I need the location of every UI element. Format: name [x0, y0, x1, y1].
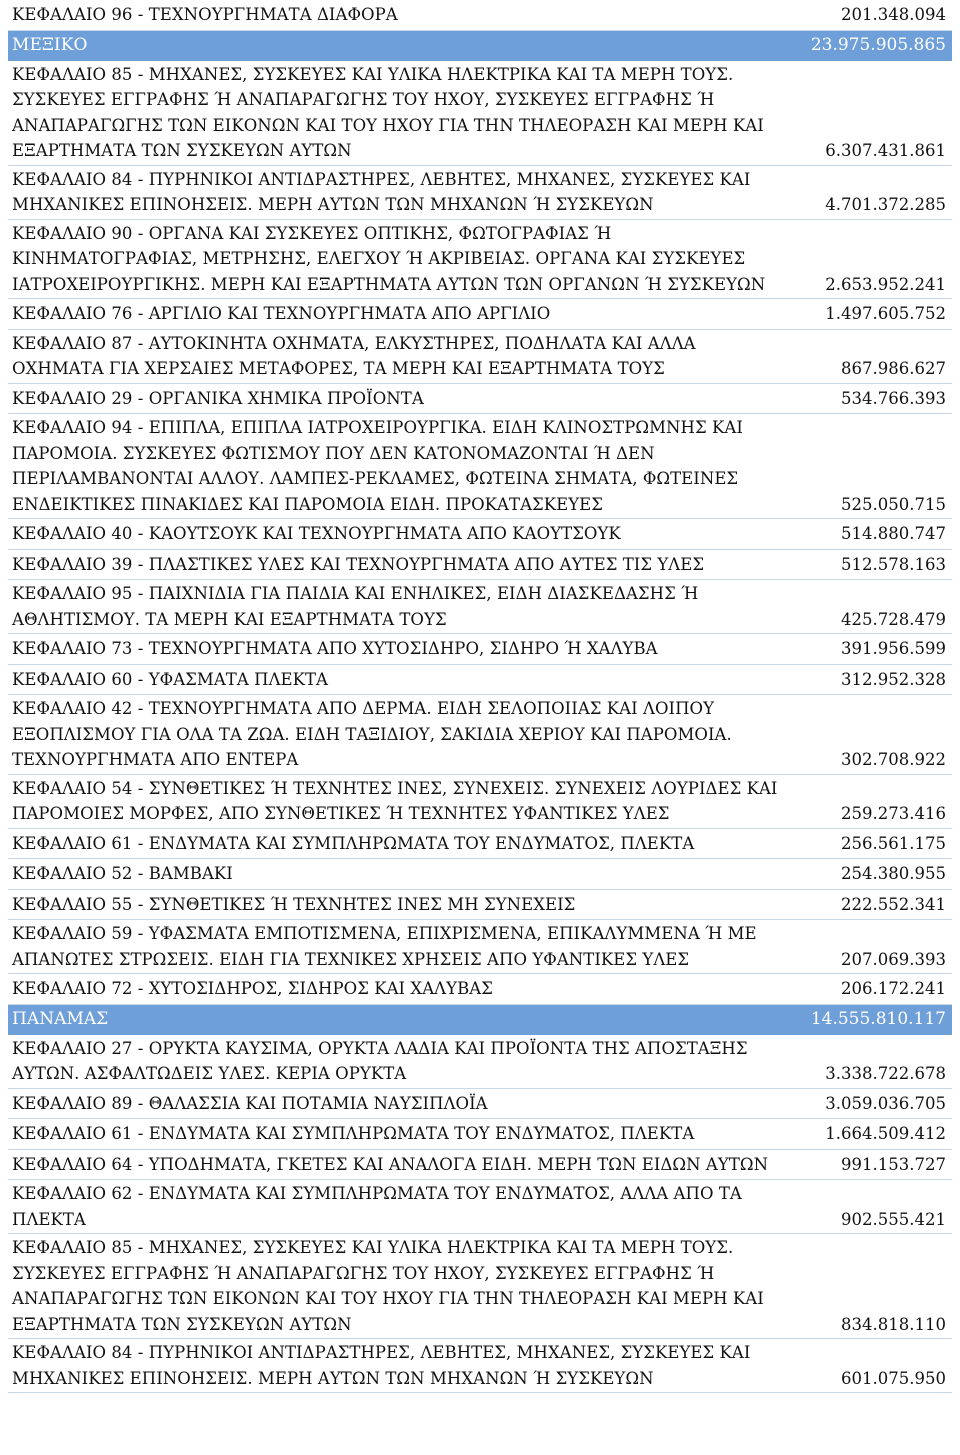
- chapter-row: [8, 974, 952, 1005]
- chapter-row: [8, 1035, 952, 1089]
- country-row: [8, 31, 952, 61]
- chapter-row: [8, 550, 952, 581]
- country-row: [8, 1005, 952, 1035]
- chapter-label: ΚΕΦΑΛΑΙΟ 76 - ΑΡΓΙΛΙΟ ΚΑΙ ΤΕΧΝΟΥΡΓΗΜΑΤΑ ΑΠΟ ΑΡΓΙΛΙΟ: [12, 304, 551, 323]
- chapter-label: ΚΕΦΑΛΑΙΟ 96 - ΤΕΧΝΟΥΡΓΗΜΑΤΑ ΔΙΑΦΟΡΑ: [12, 5, 398, 24]
- chapter-label: ΚΕΦΑΛΑΙΟ 94 - ΕΠΙΠΛΑ, ΕΠΙΠΛΑ ΙΑΤΡΟΧΕΙΡΟΥΡΓΙΚΑ. ΕΙΔΗ ΚΛΙΝΟΣΤΡΩΜΝΗΣ ΚΑΙ ΠΑΡΟΜΟΙΑ. ΣΥΣΚΕΥΕΣ ΦΩΤΙΣΜΟΥ ΠΟΥ ΔΕΝ ΚΑΤΟΝΟΜΑΖΟΝΤΑΙ Ή ΔΕΝ ΠΕΡΙΛΑΜΒΑΝΟΝΤΑΙ ΑΛΛΟΥ. ΛΑΜΠΕΣ-ΡΕΚΛΑΜΕΣ, ΦΩΤΕΙΝΑ ΣΗΜΑΤΑ, ΦΩΤΕΙΝΕΣ ΕΝΔΕΙΚΤΙΚΕΣ ΠΙΝΑΚΙΔΕΣ ΚΑΙ ΠΑΡΟΜΟΙΑ ΕΙΔΗ. ΠΡΟΚΑΤΑΣΚΕΥΕΣ: [12, 418, 743, 514]
- chapter-row: [8, 580, 952, 634]
- chapter-value: 525.050.715: [841, 494, 946, 514]
- chapter-value: 1.664.509.412: [825, 1124, 946, 1143]
- chapter-label: ΚΕΦΑΛΑΙΟ 55 - ΣΥΝΘΕΤΙΚΕΣ Ή ΤΕΧΝΗΤΕΣ ΙΝΕΣ ΜΗ ΣΥΝΕΧΕΙΣ: [12, 894, 576, 914]
- chapter-label: ΚΕΦΑΛΑΙΟ 52 - ΒΑΜΒΑΚΙ: [12, 864, 233, 883]
- chapter-value: 222.552.341: [841, 894, 946, 914]
- chapter-row: [8, 414, 952, 519]
- chapter-row: [8, 920, 952, 974]
- chapter-label: ΚΕΦΑΛΑΙΟ 89 - ΘΑΛΑΣΣΙΑ ΚΑΙ ΠΟΤΑΜΙΑ ΝΑΥΣΙΠΛΟΪΑ: [12, 1093, 488, 1113]
- chapter-label: ΚΕΦΑΛΑΙΟ 42 - ΤΕΧΝΟΥΡΓΗΜΑΤΑ ΑΠΟ ΔΕΡΜΑ. ΕΙΔΗ ΣΕΛΟΠΟΙΙΑΣ ΚΑΙ ΛΟΙΠΟΥ ΕΞΟΠΛΙΣΜΟΥ ΓΙΑ ΟΛΑ ΤΑ ΖΩΑ. ΕΙΔΗ ΤΑΞΙΔΙΟΥ, ΣΑΚΙΔΙΑ ΧΕΡΙΟΥ ΚΑΙ ΠΑΡΟΜΟΙΑ. ΤΕΧΝΟΥΡΓΗΜΑΤΑ ΑΠΟ ΕΝΤΕΡΑ: [12, 699, 732, 769]
- chapter-value: 312.952.328: [841, 669, 946, 689]
- chapter-value: 256.561.175: [841, 833, 946, 853]
- chapter-label: ΚΕΦΑΛΑΙΟ 73 - ΤΕΧΝΟΥΡΓΗΜΑΤΑ ΑΠΟ ΧΥΤΟΣΙΔΗΡΟ, ΣΙΔΗΡΟ Ή ΧΑΛΥΒΑ: [12, 639, 658, 658]
- country-name: ΠΑΝΑΜΑΣ: [12, 1008, 109, 1029]
- chapter-row: [8, 1180, 952, 1234]
- chapter-row: [8, 1234, 952, 1339]
- chapter-label: ΚΕΦΑΛΑΙΟ 39 - ΠΛΑΣΤΙΚΕΣ ΥΛΕΣ ΚΑΙ ΤΕΧΝΟΥΡΓΗΜΑΤΑ ΑΠΟ ΑΥΤΕΣ ΤΙΣ ΥΛΕΣ: [12, 554, 705, 574]
- chapter-value: 514.880.747: [841, 524, 946, 543]
- chapter-value: 991.153.727: [841, 1154, 946, 1174]
- chapter-value: 391.956.599: [841, 639, 946, 658]
- chapter-row: [8, 519, 952, 550]
- chapter-row: [8, 1150, 952, 1181]
- chapter-label: ΚΕΦΑΛΑΙΟ 29 - ΟΡΓΑΝΙΚΑ ΧΗΜΙΚΑ ΠΡΟΪΟΝΤΑ: [12, 388, 424, 408]
- chapter-label: ΚΕΦΑΛΑΙΟ 27 - ΟΡΥΚΤΑ ΚΑΥΣΙΜΑ, ΟΡΥΚΤΑ ΛΑΔΙΑ ΚΑΙ ΠΡΟΪΟΝΤΑ ΤΗΣ ΑΠΟΣΤΑΞΗΣ ΑΥΤΩΝ. ΑΣΦΑΛΤΩΔΕΙΣ ΥΛΕΣ. ΚΕΡΙΑ ΟΡΥΚΤΑ: [12, 1038, 748, 1083]
- chapter-value: 425.728.479: [841, 609, 946, 629]
- chapter-label: ΚΕΦΑΛΑΙΟ 62 - ΕΝΔΥΜΑΤΑ ΚΑΙ ΣΥΜΠΛΗΡΩΜΑΤΑ ΤΟΥ ΕΝΔΥΜΑΤΟΣ, ΑΛΛΑ ΑΠΟ ΤΑ ΠΛΕΚΤΑ: [12, 1184, 742, 1229]
- chapter-row: [8, 1339, 952, 1393]
- chapter-value: 902.555.421: [841, 1209, 946, 1229]
- chapter-value: 1.497.605.752: [825, 304, 946, 323]
- chapter-row: [8, 665, 952, 696]
- chapter-row: [8, 695, 952, 775]
- chapter-label: ΚΕΦΑΛΑΙΟ 59 - ΥΦΑΣΜΑΤΑ ΕΜΠΟΤΙΣΜΕΝΑ, ΕΠΙΧΡΙΣΜΕΝΑ, ΕΠΙΚΑΛΥΜΜΕΝΑ Ή ΜΕ ΑΠΑΝΩΤΕΣ ΣΤΡΩΣΕΙΣ. ΕΙΔΗ ΓΙΑ ΤΕΧΝΙΚΕΣ ΧΡΗΣΕΙΣ ΑΠΟ ΥΦΑΝΤΙΚΕΣ ΥΛΕΣ: [12, 924, 757, 969]
- chapter-label: ΚΕΦΑΛΑΙΟ 61 - ΕΝΔΥΜΑΤΑ ΚΑΙ ΣΥΜΠΛΗΡΩΜΑΤΑ ΤΟΥ ΕΝΔΥΜΑΤΟΣ, ΠΛΕΚΤΑ: [12, 833, 695, 853]
- chapter-row: [8, 1089, 952, 1120]
- export-table: [8, 0, 952, 1393]
- chapter-row: [8, 775, 952, 829]
- chapter-row: [8, 1119, 952, 1150]
- chapter-label: ΚΕΦΑΛΑΙΟ 64 - ΥΠΟΔΗΜΑΤΑ, ΓΚΕΤΕΣ ΚΑΙ ΑΝΑΛΟΓΑ ΕΙΔΗ. ΜΕΡΗ ΤΩΝ ΕΙΔΩΝ ΑΥΤΩΝ: [12, 1154, 769, 1174]
- chapter-label: ΚΕΦΑΛΑΙΟ 54 - ΣΥΝΘΕΤΙΚΕΣ Ή ΤΕΧΝΗΤΕΣ ΙΝΕΣ, ΣΥΝΕΧΕΙΣ. ΣΥΝΕΧΕΙΣ ΛΟΥΡΙΔΕΣ ΚΑΙ ΠΑΡΟΜΟΙΕΣ ΜΟΡΦΕΣ, ΑΠΟ ΣΥΝΘΕΤΙΚΕΣ Ή ΤΕΧΝΗΤΕΣ ΥΦΑΝΤΙΚΕΣ ΥΛΕΣ: [12, 778, 778, 823]
- chapter-row: [8, 0, 952, 31]
- chapter-value: 254.380.955: [841, 864, 946, 883]
- chapter-row: [8, 299, 952, 330]
- chapter-label: ΚΕΦΑΛΑΙΟ 72 - ΧΥΤΟΣΙΔΗΡΟΣ, ΣΙΔΗΡΟΣ ΚΑΙ ΧΑΛΥΒΑΣ: [12, 979, 493, 998]
- chapter-label: ΚΕΦΑΛΑΙΟ 84 - ΠΥΡΗΝΙΚΟΙ ΑΝΤΙΔΡΑΣΤΗΡΕΣ, ΛΕΒΗΤΕΣ, ΜΗΧΑΝΕΣ, ΣΥΣΚΕΥΕΣ ΚΑΙ ΜΗΧΑΝΙΚΕΣ ΕΠΙΝΟΗΣΕΙΣ. ΜΕΡΗ ΑΥΤΩΝ ΤΩΝ ΜΗΧΑΝΩΝ Ή ΣΥΣΚΕΥΩΝ: [12, 169, 751, 214]
- chapter-value: 3.338.722.678: [825, 1064, 946, 1083]
- chapter-value: 207.069.393: [841, 949, 946, 969]
- chapter-value: 512.578.163: [841, 554, 946, 574]
- chapter-label: ΚΕΦΑΛΑΙΟ 61 - ΕΝΔΥΜΑΤΑ ΚΑΙ ΣΥΜΠΛΗΡΩΜΑΤΑ ΤΟΥ ΕΝΔΥΜΑΤΟΣ, ΠΛΕΚΤΑ: [12, 1124, 695, 1143]
- chapter-value: 2.653.952.241: [825, 274, 946, 294]
- chapter-value: 6.307.431.861: [825, 141, 946, 160]
- chapter-label: ΚΕΦΑΛΑΙΟ 87 - ΑΥΤΟΚΙΝΗΤΑ ΟΧΗΜΑΤΑ, ΕΛΚΥΣΤΗΡΕΣ, ΠΟΔΗΛΑΤΑ ΚΑΙ ΑΛΛΑ ΟΧΗΜΑΤΑ ΓΙΑ ΧΕΡΣΑΙΕΣ ΜΕΤΑΦΟΡΕΣ, ΤΑ ΜΕΡΗ ΚΑΙ ΕΞΑΡΤΗΜΑΤΑ ΤΟΥΣ: [12, 333, 696, 378]
- chapter-value: 834.818.110: [841, 1314, 946, 1334]
- chapter-label: ΚΕΦΑΛΑΙΟ 95 - ΠΑΙΧΝΙΔΙΑ ΓΙΑ ΠΑΙΔΙΑ ΚΑΙ ΕΝΗΛΙΚΕΣ, ΕΙΔΗ ΔΙΑΣΚΕΔΑΣΗΣ Ή ΑΘΛΗΤΙΣΜΟΥ. ΤΑ ΜΕΡΗ ΚΑΙ ΕΞΑΡΤΗΜΑΤΑ ΤΟΥΣ: [12, 584, 699, 629]
- chapter-value: 534.766.393: [841, 388, 946, 408]
- chapter-label: ΚΕΦΑΛΑΙΟ 84 - ΠΥΡΗΝΙΚΟΙ ΑΝΤΙΔΡΑΣΤΗΡΕΣ, ΛΕΒΗΤΕΣ, ΜΗΧΑΝΕΣ, ΣΥΣΚΕΥΕΣ ΚΑΙ ΜΗΧΑΝΙΚΕΣ ΕΠΙΝΟΗΣΕΙΣ. ΜΕΡΗ ΑΥΤΩΝ ΤΩΝ ΜΗΧΑΝΩΝ Ή ΣΥΣΚΕΥΩΝ: [12, 1343, 751, 1388]
- chapter-value: 206.172.241: [841, 979, 946, 998]
- chapter-label: ΚΕΦΑΛΑΙΟ 60 - ΥΦΑΣΜΑΤΑ ΠΛΕΚΤΑ: [12, 669, 329, 689]
- chapter-value: 259.273.416: [841, 804, 946, 823]
- chapter-label: ΚΕΦΑΛΑΙΟ 40 - ΚΑΟΥΤΣΟΥΚ ΚΑΙ ΤΕΧΝΟΥΡΓΗΜΑΤΑ ΑΠΟ ΚΑΟΥΤΣΟΥΚ: [12, 524, 621, 543]
- chapter-value: 302.708.922: [841, 750, 946, 769]
- chapter-row: [8, 61, 952, 166]
- country-total: 23.975.905.865: [810, 34, 946, 55]
- chapter-value: 4.701.372.285: [825, 195, 946, 214]
- chapter-row: [8, 384, 952, 415]
- country-total: 14.555.810.117: [810, 1008, 946, 1029]
- chapter-row: [8, 634, 952, 665]
- chapter-row: [8, 166, 952, 220]
- chapter-row: [8, 859, 952, 890]
- chapter-value: 867.986.627: [841, 359, 946, 378]
- chapter-row: [8, 330, 952, 384]
- country-name: ΜΕΞΙΚΟ: [12, 34, 88, 55]
- chapter-label: ΚΕΦΑΛΑΙΟ 85 - ΜΗΧΑΝΕΣ, ΣΥΣΚΕΥΕΣ ΚΑΙ ΥΛΙΚΑ ΗΛΕΚΤΡΙΚΑ ΚΑΙ ΤΑ ΜΕΡΗ ΤΟΥΣ. ΣΥΣΚΕΥΕΣ ΕΓΓΡΑΦΗΣ Ή ΑΝΑΠΑΡΑΓΩΓΗΣ ΤΟΥ ΗΧΟΥ, ΣΥΣΚΕΥΕΣ ΕΓΓΡΑΦΗΣ Ή ΑΝΑΠΑΡΑΓΩΓΗΣ ΤΩΝ ΕΙΚΟΝΩΝ ΚΑΙ ΤΟΥ ΗΧΟΥ ΓΙΑ ΤΗΝ ΤΗΛΕΟΡΑΣΗ ΚΑΙ ΜΕΡΗ ΚΑΙ ΕΞΑΡΤΗΜΑΤΑ ΤΩΝ ΣΥΣΚΕΥΩΝ ΑΥΤΩΝ: [12, 64, 764, 160]
- chapter-label: ΚΕΦΑΛΑΙΟ 85 - ΜΗΧΑΝΕΣ, ΣΥΣΚΕΥΕΣ ΚΑΙ ΥΛΙΚΑ ΗΛΕΚΤΡΙΚΑ ΚΑΙ ΤΑ ΜΕΡΗ ΤΟΥΣ. ΣΥΣΚΕΥΕΣ ΕΓΓΡΑΦΗΣ Ή ΑΝΑΠΑΡΑΓΩΓΗΣ ΤΟΥ ΗΧΟΥ, ΣΥΣΚΕΥΕΣ ΕΓΓΡΑΦΗΣ Ή ΑΝΑΠΑΡΑΓΩΓΗΣ ΤΩΝ ΕΙΚΟΝΩΝ ΚΑΙ ΤΟΥ ΗΧΟΥ ΓΙΑ ΤΗΝ ΤΗΛΕΟΡΑΣΗ ΚΑΙ ΜΕΡΗ ΚΑΙ ΕΞΑΡΤΗΜΑΤΑ ΤΩΝ ΣΥΣΚΕΥΩΝ ΑΥΤΩΝ: [12, 1238, 764, 1334]
- chapter-value: 201.348.094: [841, 5, 946, 24]
- chapter-value: 3.059.036.705: [825, 1093, 946, 1113]
- chapter-row: [8, 220, 952, 300]
- chapter-value: 601.075.950: [841, 1368, 946, 1388]
- chapter-row: [8, 890, 952, 921]
- chapter-row: [8, 829, 952, 860]
- chapter-label: ΚΕΦΑΛΑΙΟ 90 - ΟΡΓΑΝΑ ΚΑΙ ΣΥΣΚΕΥΕΣ ΟΠΤΙΚΗΣ, ΦΩΤΟΓΡΑΦΙΑΣ Ή ΚΙΝΗΜΑΤΟΓΡΑΦΙΑΣ, ΜΕΤΡΗΣΗΣ, ΕΛΕΓΧΟΥ Ή ΑΚΡΙΒΕΙΑΣ. ΟΡΓΑΝΑ ΚΑΙ ΣΥΣΚΕΥΕΣ ΙΑΤΡΟΧΕΙΡΟΥΡΓΙΚΗΣ. ΜΕΡΗ ΚΑΙ ΕΞΑΡΤΗΜΑΤΑ ΑΥΤΩΝ ΤΩΝ ΟΡΓΑΝΩΝ Ή ΣΥΣΚΕΥΩΝ: [12, 223, 766, 294]
